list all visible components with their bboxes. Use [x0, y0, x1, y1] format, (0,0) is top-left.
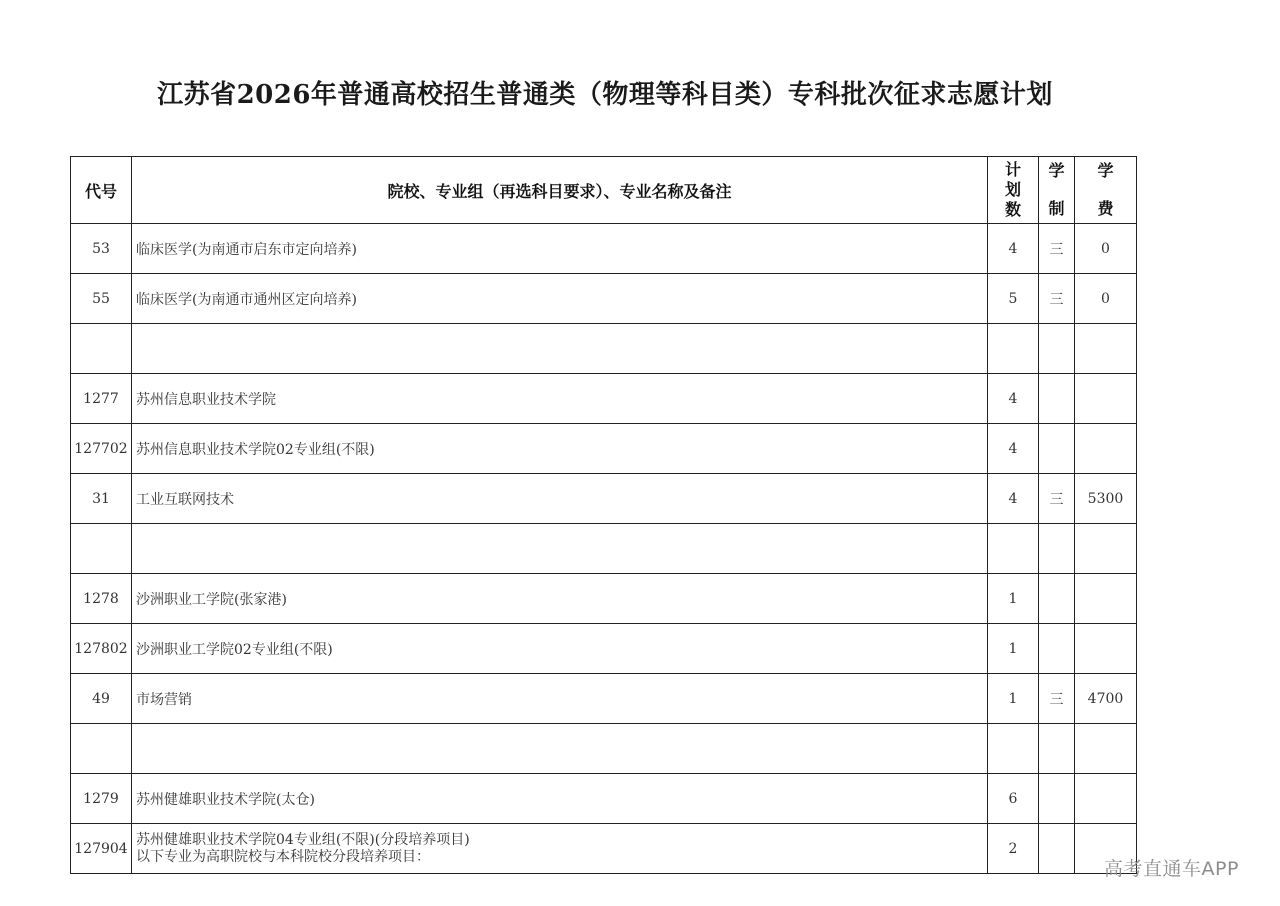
cell-name — [132, 824, 988, 874]
cell-plan-count: 5 — [988, 274, 1039, 324]
cell-code: 127904 — [71, 824, 132, 874]
table-row — [71, 374, 1137, 424]
cell-name: 苏州健雄职业技术学院(太仓) — [132, 774, 988, 824]
table-row — [71, 424, 1137, 474]
table-body — [71, 224, 1137, 874]
cell-plan-count: 4 — [988, 224, 1039, 274]
table-header-row — [71, 157, 1137, 224]
cell-code — [71, 324, 132, 374]
cell-duration — [1039, 824, 1075, 874]
cell-plan-count: 4 — [988, 424, 1039, 474]
cell-name: 临床医学(为南通市通州区定向培养) — [132, 274, 988, 324]
table-row — [71, 624, 1137, 674]
header-fee-char: 学 — [1097, 161, 1114, 180]
table-row — [71, 324, 1137, 374]
cell-plan-count: 4 — [988, 474, 1039, 524]
table-row — [71, 574, 1137, 624]
watermark: 高考直通车APP — [1104, 858, 1239, 880]
cell-plan-count — [988, 724, 1039, 774]
cell-fee: 4700 — [1075, 674, 1137, 724]
header-duration-char: 制 — [1048, 199, 1065, 218]
cell-code: 55 — [71, 274, 132, 324]
table-row — [71, 224, 1137, 274]
cell-code: 1278 — [71, 574, 132, 624]
cell-name: 工业互联网技术 — [132, 474, 988, 524]
cell-name: 沙洲职业工学院(张家港) — [132, 574, 988, 624]
table-row — [71, 774, 1137, 824]
enrollment-plan-table — [70, 156, 1137, 874]
cell-duration — [1039, 374, 1075, 424]
cell-duration — [1039, 624, 1075, 674]
cell-code: 127702 — [71, 424, 132, 474]
cell-duration: 三 — [1039, 224, 1075, 274]
cell-name — [132, 324, 988, 374]
cell-code: 1279 — [71, 774, 132, 824]
cell-note-text: 以下专业为高职院校与本科院校分段培养项目： — [136, 848, 430, 865]
cell-plan-count: 6 — [988, 774, 1039, 824]
cell-duration: 三 — [1039, 274, 1075, 324]
cell-name — [132, 724, 988, 774]
header-duration-char: 学 — [1048, 161, 1065, 180]
cell-duration — [1039, 324, 1075, 374]
cell-code: 127802 — [71, 624, 132, 674]
cell-fee — [1075, 324, 1137, 374]
header-plan-count — [988, 157, 1039, 224]
cell-code — [71, 724, 132, 774]
cell-plan-count: 4 — [988, 374, 1039, 424]
cell-code: 49 — [71, 674, 132, 724]
cell-name — [132, 524, 988, 574]
cell-fee — [1075, 624, 1137, 674]
cell-duration: 三 — [1039, 474, 1075, 524]
cell-code: 1277 — [71, 374, 132, 424]
table-row — [71, 474, 1137, 524]
table-row — [71, 674, 1137, 724]
header-plan-count-char: 计 — [1004, 160, 1021, 179]
header-name: 院校、专业组（再选科目要求）、专业名称及备注 — [132, 157, 988, 224]
cell-fee — [1075, 524, 1137, 574]
cell-fee — [1075, 374, 1137, 424]
cell-name: 苏州信息职业技术学院 — [132, 374, 988, 424]
cell-fee — [1075, 724, 1137, 774]
header-fee — [1075, 157, 1137, 224]
cell-name: 市场营销 — [132, 674, 988, 724]
header-fee-char: 费 — [1097, 199, 1114, 218]
cell-duration — [1039, 524, 1075, 574]
cell-plan-count: 2 — [988, 824, 1039, 874]
cell-duration — [1039, 574, 1075, 624]
cell-duration: 三 — [1039, 674, 1075, 724]
cell-duration — [1039, 424, 1075, 474]
cell-fee: 5300 — [1075, 474, 1137, 524]
table-row — [71, 274, 1137, 324]
header-plan-count-char: 数 — [1004, 200, 1021, 219]
header-code: 代号 — [71, 157, 132, 224]
cell-plan-count — [988, 324, 1039, 374]
cell-duration — [1039, 724, 1075, 774]
table-row — [71, 824, 1137, 874]
cell-name: 临床医学(为南通市启东市定向培养) — [132, 224, 988, 274]
table-row — [71, 524, 1137, 574]
header-plan-count-char: 划 — [1004, 180, 1021, 199]
cell-fee — [1075, 574, 1137, 624]
cell-plan-count — [988, 524, 1039, 574]
cell-name: 苏州信息职业技术学院02专业组(不限) — [132, 424, 988, 474]
page-title: 江苏省2026年普通高校招生普通类（物理等科目类）专科批次征求志愿计划 — [157, 80, 1053, 110]
cell-fee: 0 — [1075, 274, 1137, 324]
cell-code: 31 — [71, 474, 132, 524]
cell-duration — [1039, 774, 1075, 824]
cell-fee — [1075, 774, 1137, 824]
header-duration — [1039, 157, 1075, 224]
cell-code: 53 — [71, 224, 132, 274]
cell-name: 沙洲职业工学院02专业组(不限) — [132, 624, 988, 674]
cell-name-text: 苏州健雄职业技术学院04专业组(不限)(分段培养项目) — [136, 831, 470, 848]
cell-plan-count: 1 — [988, 574, 1039, 624]
cell-fee: 0 — [1075, 224, 1137, 274]
cell-plan-count: 1 — [988, 674, 1039, 724]
cell-plan-count: 1 — [988, 624, 1039, 674]
cell-code — [71, 524, 132, 574]
table-row — [71, 724, 1137, 774]
cell-fee — [1075, 424, 1137, 474]
